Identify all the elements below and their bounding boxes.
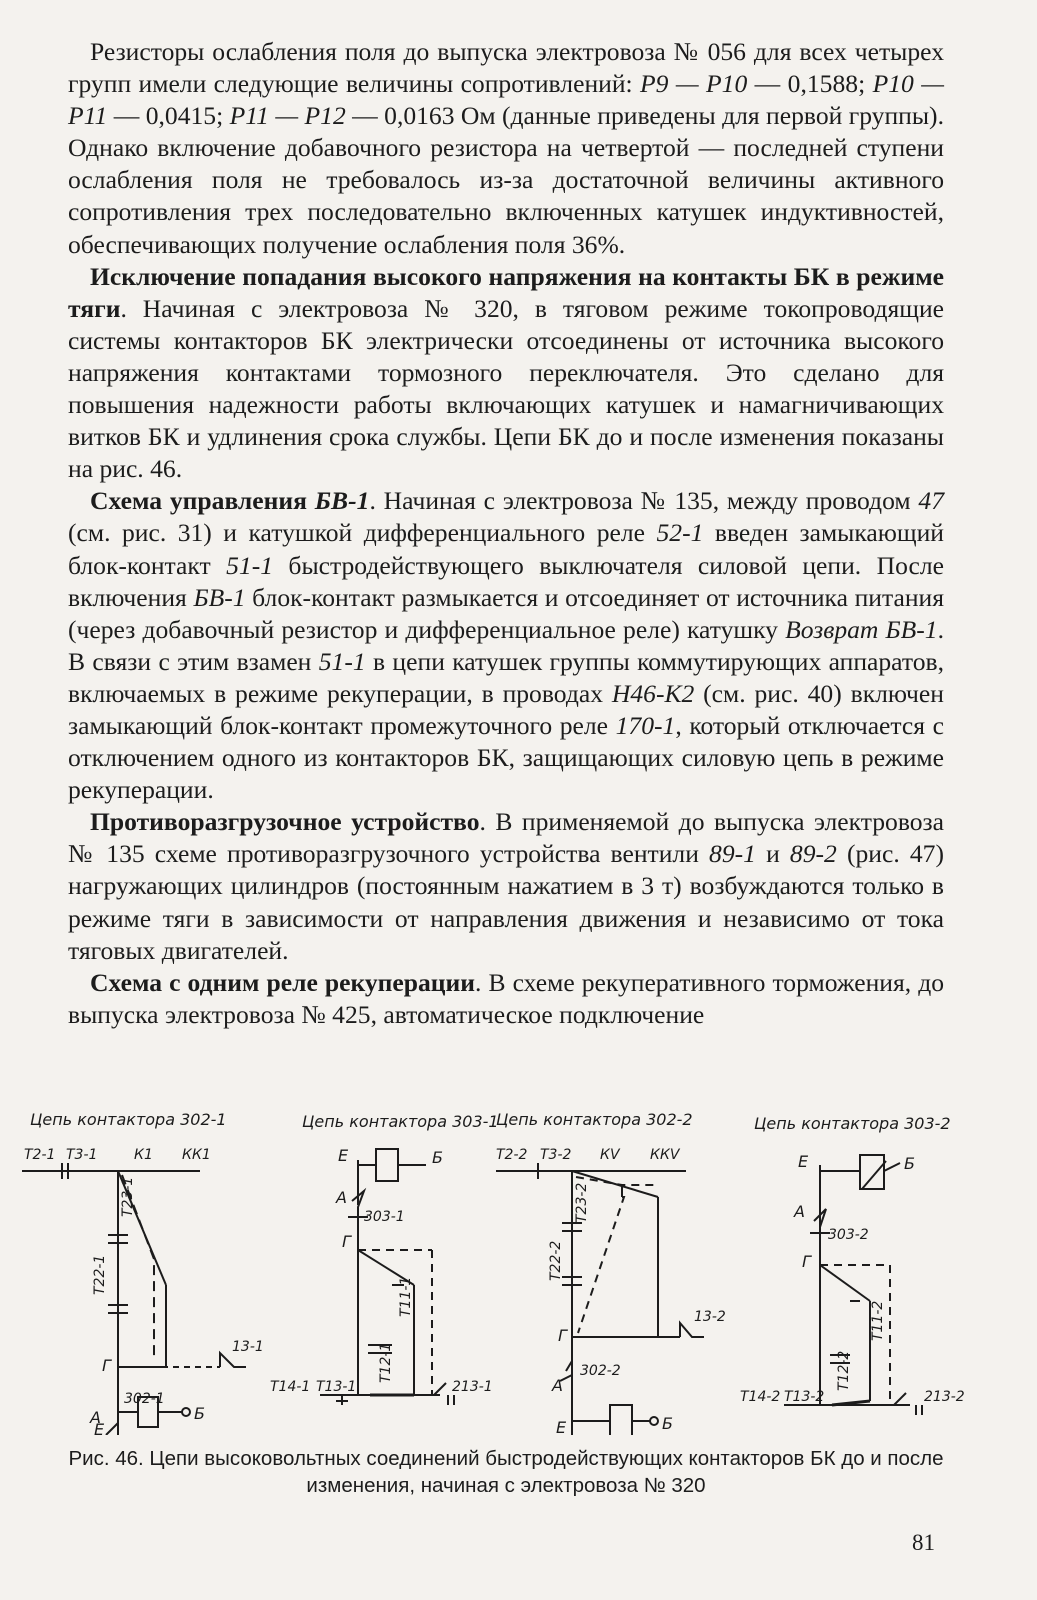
text-segment: блок-контакт размыкается и отсоединяет от источника питания (через добавочный резистор и дифференциальное реле) катушку <box>68 582 944 644</box>
diagram-title: Цепь контактора 303-1 <box>302 1112 499 1131</box>
svg-text:Т22-1: Т22-1 <box>92 1254 108 1295</box>
svg-text:КV: КV <box>600 1147 620 1163</box>
text-segment: (рис. 47) нагружающих цилиндров (постоянным нажатием в 3 т) возбуждаются только в режиме тяги в зависимости от направления движения и независимо от тока тяговых двигателей. <box>68 839 944 965</box>
paragraph <box>68 485 944 806</box>
svg-text:Е: Е <box>338 1146 349 1165</box>
svg-text:13-2: 13-2 <box>694 1309 726 1325</box>
svg-text:213-2: 213-2 <box>924 1389 965 1405</box>
text-segment: — 0,1588; <box>747 69 873 99</box>
text-segment: Схема с одним реле рекуперации <box>90 967 476 997</box>
svg-text:Т23-2: Т23-2 <box>574 1182 590 1223</box>
svg-text:Г: Г <box>102 1356 111 1375</box>
svg-text:А: А <box>794 1202 805 1221</box>
text-segment: (см. рис. 40) включен замыкающий блок-контакт промежуточного реле <box>68 678 944 740</box>
text-segment: . В применяемой до выпуска электровоза № 135 схеме противоразгрузочного устройства вентили <box>68 807 945 869</box>
text-segment: 52-1 <box>656 518 704 548</box>
svg-text:Е: Е <box>798 1152 809 1171</box>
text-segment: БВ-1 <box>314 486 370 516</box>
text-segment: . В связи с этим взамен <box>68 614 944 676</box>
text-segment: — 0,0163 Ом (данные приведены для первой группы). Однако включение добавочного резистора на четвертой — последней ступени ослабления поля не требовалось из-за достаточной величины активного сопротивления трех последовательно включенных катушек индуктивностей, обеспечивающих получение ослабления поля 36%. <box>68 101 944 259</box>
text-segment: в цепи катушек группы коммутирующих аппаратов, включаемых в режиме рекуперации, в проводах <box>68 646 944 708</box>
text-segment: 51-1 <box>226 550 274 580</box>
svg-text:А: А <box>90 1408 101 1427</box>
text-segment: . Начиная с электровоза № 135, между проводом <box>369 486 919 516</box>
text-segment: Исключение попадания высокого напряжения на контакты БК в режиме тяги <box>68 261 944 323</box>
text-segment: введен замыкающий блок-контакт <box>68 518 944 580</box>
svg-text:Т14-2: Т14-2 <box>740 1389 781 1405</box>
svg-text:КК1: КК1 <box>182 1147 211 1163</box>
paragraph <box>68 36 944 261</box>
text-segment: быстродействующего выключателя силовой цепи. После включения <box>68 550 944 612</box>
text-segment: (см. рис. 31) и катушкой дифференциального реле <box>68 518 657 548</box>
svg-text:Т3-2: Т3-2 <box>540 1147 572 1163</box>
text-segment: 170-1 <box>615 710 676 740</box>
svg-text:Т3-1: Т3-1 <box>66 1147 98 1163</box>
paragraph <box>68 806 944 966</box>
svg-text:Г: Г <box>802 1252 811 1271</box>
figure-caption: Рис. 46. Цепи высоковольтных соединений быстродействующих контакторов БК до и после изменения, начиная с электровоза № 320 <box>68 1447 944 1497</box>
text-segment: БВ-1 <box>193 582 246 612</box>
svg-text:Т11-2: Т11-2 <box>870 1300 886 1341</box>
body-text <box>68 36 944 1031</box>
text-segment: Схема управления <box>90 486 315 516</box>
paragraph <box>68 967 944 1031</box>
circuit-diagrams <box>20 1105 1010 1435</box>
svg-text:Т13-2: Т13-2 <box>784 1389 825 1405</box>
paragraph <box>68 261 944 486</box>
svg-text:Г: Г <box>342 1232 351 1251</box>
text-segment: Р10 — Р11 <box>68 69 944 131</box>
svg-text:302-1: 302-1 <box>124 1391 165 1407</box>
text-segment: , который отключается с отключением одного из контакторов БК, защищающих силовую цепь в режиме рекуперации. <box>68 710 944 805</box>
text-segment: 89-1 <box>709 839 756 869</box>
text-segment: 47 <box>918 486 944 516</box>
text-segment: Р9 — Р10 <box>640 69 748 99</box>
svg-text:А: А <box>336 1188 347 1207</box>
svg-text:Г: Г <box>558 1326 567 1345</box>
svg-text:Т2-2: Т2-2 <box>496 1147 528 1163</box>
svg-text:Т13-1: Т13-1 <box>316 1379 357 1395</box>
svg-text:Е: Е <box>556 1418 567 1435</box>
figure-46 <box>20 1105 1010 1435</box>
text-segment: и <box>755 839 790 869</box>
diagram-title: Цепь контактора 303-2 <box>754 1114 951 1133</box>
svg-text:Т22-2: Т22-2 <box>548 1240 564 1281</box>
svg-text:К1: К1 <box>134 1147 153 1163</box>
svg-text:А: А <box>552 1376 563 1395</box>
diagram-title: Цепь контактора 302-1 <box>30 1110 227 1129</box>
text-segment: 51-1 <box>318 646 366 676</box>
svg-text:Т12-1: Т12-1 <box>378 1342 394 1383</box>
svg-text:Т14-1: Т14-1 <box>270 1379 311 1395</box>
svg-text:Е: Е <box>94 1420 105 1435</box>
svg-text:Т2-1: Т2-1 <box>24 1147 56 1163</box>
svg-text:Т11-1: Т11-1 <box>398 1276 414 1317</box>
text-segment: Резисторы ослабления поля до выпуска электровоза № 056 для всех четырех групп имели следующие величины сопротивлений: <box>68 37 944 99</box>
text-segment: Н46-К2 <box>611 678 695 708</box>
svg-text:303-1: 303-1 <box>364 1209 405 1225</box>
svg-text:302-2: 302-2 <box>580 1363 621 1379</box>
svg-text:Б: Б <box>432 1148 443 1167</box>
svg-text:Т23-1: Т23-1 <box>120 1176 136 1217</box>
text-segment: Противоразгрузочное устройство <box>90 807 480 837</box>
svg-text:ККV: ККV <box>650 1147 680 1163</box>
text-segment: Р11 — Р12 <box>229 101 346 131</box>
svg-text:213-1: 213-1 <box>452 1379 493 1395</box>
text-segment: 89-2 <box>789 839 837 869</box>
svg-text:Б: Б <box>194 1404 205 1423</box>
svg-text:303-2: 303-2 <box>828 1227 869 1243</box>
text-segment: . Начиная с электровоза № 320, в тяговом режиме токопроводящие системы контакторов БК электрически отсоединены от источника высокого напряжения контактами тормозного переключателя. Это сделано для повышения надежности работы включающих катушек и намагничивающих витков БК и удлинения срока службы. Цепи БК до и после изменения показаны на рис. 46. <box>68 293 944 484</box>
svg-text:Б: Б <box>904 1154 915 1173</box>
diagram-title: Цепь контактора 302-2 <box>496 1110 693 1129</box>
text-segment: — 0,0415; <box>107 101 230 131</box>
svg-text:Т12-2: Т12-2 <box>836 1350 852 1391</box>
text-segment: Возврат БВ-1 <box>785 614 938 644</box>
svg-text:Б: Б <box>662 1414 673 1433</box>
svg-text:13-1: 13-1 <box>232 1339 264 1355</box>
page-number: 81 <box>912 1530 935 1555</box>
text-segment: . В схеме рекуперативного торможения, до выпуска электровоза № 425, автоматическое подключение <box>68 967 945 1029</box>
